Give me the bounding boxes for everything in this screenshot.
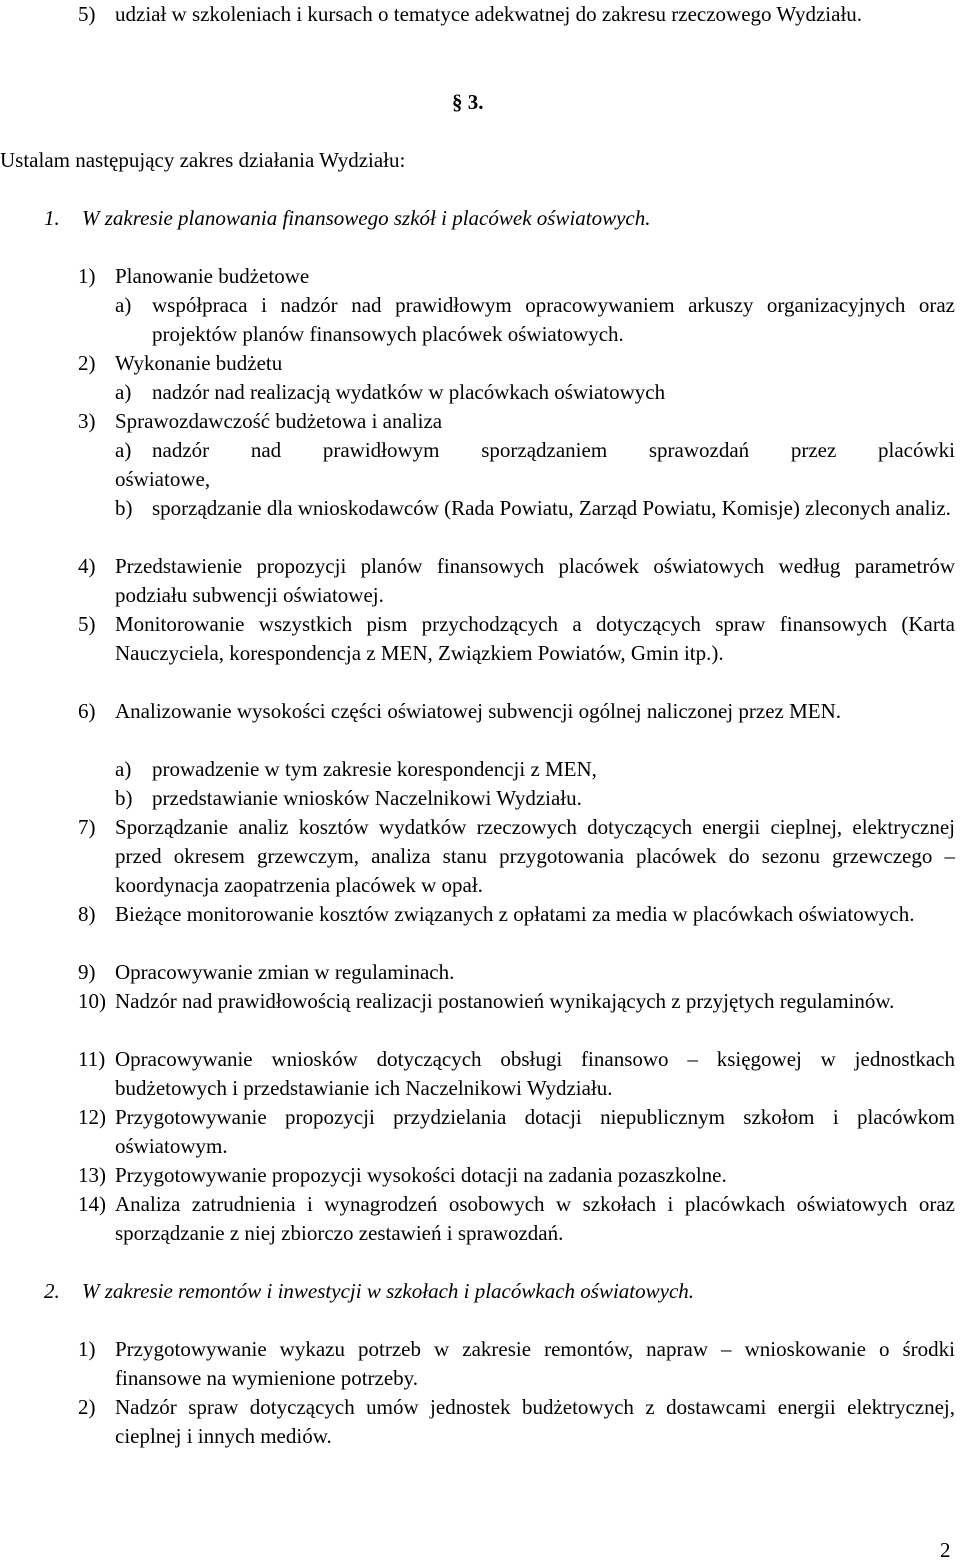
- item-number: a): [115, 438, 132, 462]
- list-subitem: [115, 784, 955, 813]
- item-number: b): [115, 786, 133, 810]
- item-number: 9): [78, 960, 96, 984]
- item-text: Opracowywanie zmian w regulaminach.: [115, 960, 455, 984]
- list-subitem: [115, 494, 955, 523]
- item-number: 2): [78, 351, 96, 375]
- item-text: Sprawozdawczość budżetowa i analiza: [115, 409, 443, 433]
- item-text: udział w szkoleniach i kursach o tematyce adekwatnej do zakresu rzeczowego Wydziału.: [115, 2, 863, 26]
- list-subitem-continuation: oświatowe,: [115, 467, 211, 491]
- item-number: 4): [78, 554, 96, 578]
- item-number: a): [115, 757, 132, 781]
- item-text: przedstawianie wniosków Naczelnikowi Wydziału.: [152, 786, 582, 810]
- list-item: [78, 349, 955, 378]
- list-item: [78, 610, 955, 668]
- list-item: [78, 1045, 955, 1103]
- list-item: [78, 1103, 955, 1161]
- item-number: a): [115, 380, 132, 404]
- item-text: Analizowanie wysokości części oświatowej subwencji ogólnej naliczonej przez MEN.: [115, 699, 842, 723]
- item-text: Przedstawienie propozycji planów finansowych placówek oświatowych według parametrów podziału subwencji oświatowej.: [115, 554, 955, 607]
- item-number: a): [115, 293, 132, 317]
- part1-number: 1.: [44, 206, 60, 230]
- item-text: Monitorowanie wszystkich pism przychodzących a dotyczących spraw finansowych (Karta Nauczyciela, korespondencja z MEN, Związkiem Powiatów, Gmin itp.).: [115, 612, 955, 665]
- item-number: 7): [78, 815, 96, 839]
- item-number: 1): [78, 1337, 96, 1361]
- list-item: [78, 1190, 955, 1248]
- item-number: 8): [78, 902, 96, 926]
- item-text: prowadzenie w tym zakresie korespondencji z MEN,: [152, 757, 597, 781]
- item-number: 5): [78, 612, 96, 636]
- list-subitem: [115, 291, 955, 349]
- item-number: 1): [78, 264, 96, 288]
- item-number: 12): [78, 1105, 106, 1129]
- item-text: Wykonanie budżetu: [115, 351, 283, 375]
- list-item: [78, 0, 955, 29]
- item-text: Bieżące monitorowanie kosztów związanych z opłatami za media w placówkach oświatowych.: [115, 902, 915, 926]
- list-item: [78, 900, 955, 929]
- item-text: współpraca i nadzór nad prawidłowym opracowywaniem arkuszy organizacyjnych oraz projektów planów finansowych placówek oświatowych.: [152, 293, 955, 346]
- list-item: [78, 697, 955, 726]
- item-number: 10): [78, 989, 106, 1013]
- part2-heading: [44, 1277, 844, 1306]
- part1-title: W zakresie planowania finansowego szkół i placówek oświatowych.: [82, 206, 651, 230]
- list-item: [78, 262, 955, 291]
- item-text: Sporządzanie analiz kosztów wydatków rzeczowych dotyczących energii cieplnej, elektrycznej przed okresem grzewczym, analiza stanu przygotowania placówek do sezonu grzewczego – koordynacja zaopatrzenia placówek w opał.: [115, 815, 955, 897]
- item-number: 11): [78, 1047, 106, 1071]
- list-item: [78, 1335, 955, 1393]
- item-number: 2): [78, 1395, 96, 1419]
- item-text: Przygotowywanie propozycji przydzielania dotacji niepublicznym szkołom i placówkom oświatowym.: [115, 1105, 955, 1158]
- section-mark: § 3.: [452, 90, 484, 114]
- item-number: b): [115, 496, 133, 520]
- list-subitem: [115, 436, 955, 465]
- list-item: [78, 958, 955, 987]
- item-text: nadzór nad prawidłowym sporządzaniem sprawozdań przez placówki: [152, 438, 955, 462]
- item-text: Planowanie budżetowe: [115, 264, 310, 288]
- list-item: [78, 1161, 955, 1190]
- item-text: Przygotowywanie propozycji wysokości dotacji na zadania pozaszkolne.: [115, 1163, 727, 1187]
- item-text: Opracowywanie wniosków dotyczących obsługi finansowo – księgowej w jednostkach budżetowych i przedstawianie ich Naczelnikowi Wydziału.: [115, 1047, 955, 1100]
- item-text: Nadzór spraw dotyczących umów jednostek budżetowych z dostawcami energii elektrycznej, cieplnej i innych mediów.: [115, 1395, 955, 1448]
- item-text: Analiza zatrudnienia i wynagrodzeń osobowych w szkołach i placówkach oświatowych oraz sporządzanie z niej zbiorczo zestawień i sprawozdań.: [115, 1192, 955, 1245]
- item-number: 5): [78, 2, 96, 26]
- item-text: Nadzór nad prawidłowością realizacji postanowień wynikających z przyjętych regulaminów.: [115, 989, 895, 1013]
- list-item: [78, 1393, 955, 1451]
- list-item: [78, 407, 955, 436]
- item-number: 14): [78, 1192, 106, 1216]
- item-number: 3): [78, 409, 96, 433]
- item-number: 6): [78, 699, 96, 723]
- list-subitem: [115, 378, 955, 407]
- part1-heading: [44, 204, 804, 233]
- list-item: [78, 987, 955, 1016]
- page-number: 2: [940, 1538, 951, 1562]
- item-text: nadzór nad realizacją wydatków w placówkach oświatowych: [152, 380, 666, 404]
- item-number: 13): [78, 1163, 106, 1187]
- item-text: sporządzanie dla wnioskodawców (Rada Powiatu, Zarząd Powiatu, Komisje) zleconych analiz.: [152, 496, 951, 520]
- list-item: [78, 813, 955, 900]
- part2-title: W zakresie remontów i inwestycji w szkołach i placówkach oświatowych.: [82, 1279, 695, 1303]
- item-text: Przygotowywanie wykazu potrzeb w zakresie remontów, napraw – wnioskowanie o środki finansowe na wymienione potrzeby.: [115, 1337, 955, 1390]
- intro-text: Ustalam następujący zakres działania Wydziału:: [0, 148, 406, 172]
- list-subitem: [115, 755, 955, 784]
- list-item: [78, 552, 955, 610]
- part2-number: 2.: [44, 1279, 60, 1303]
